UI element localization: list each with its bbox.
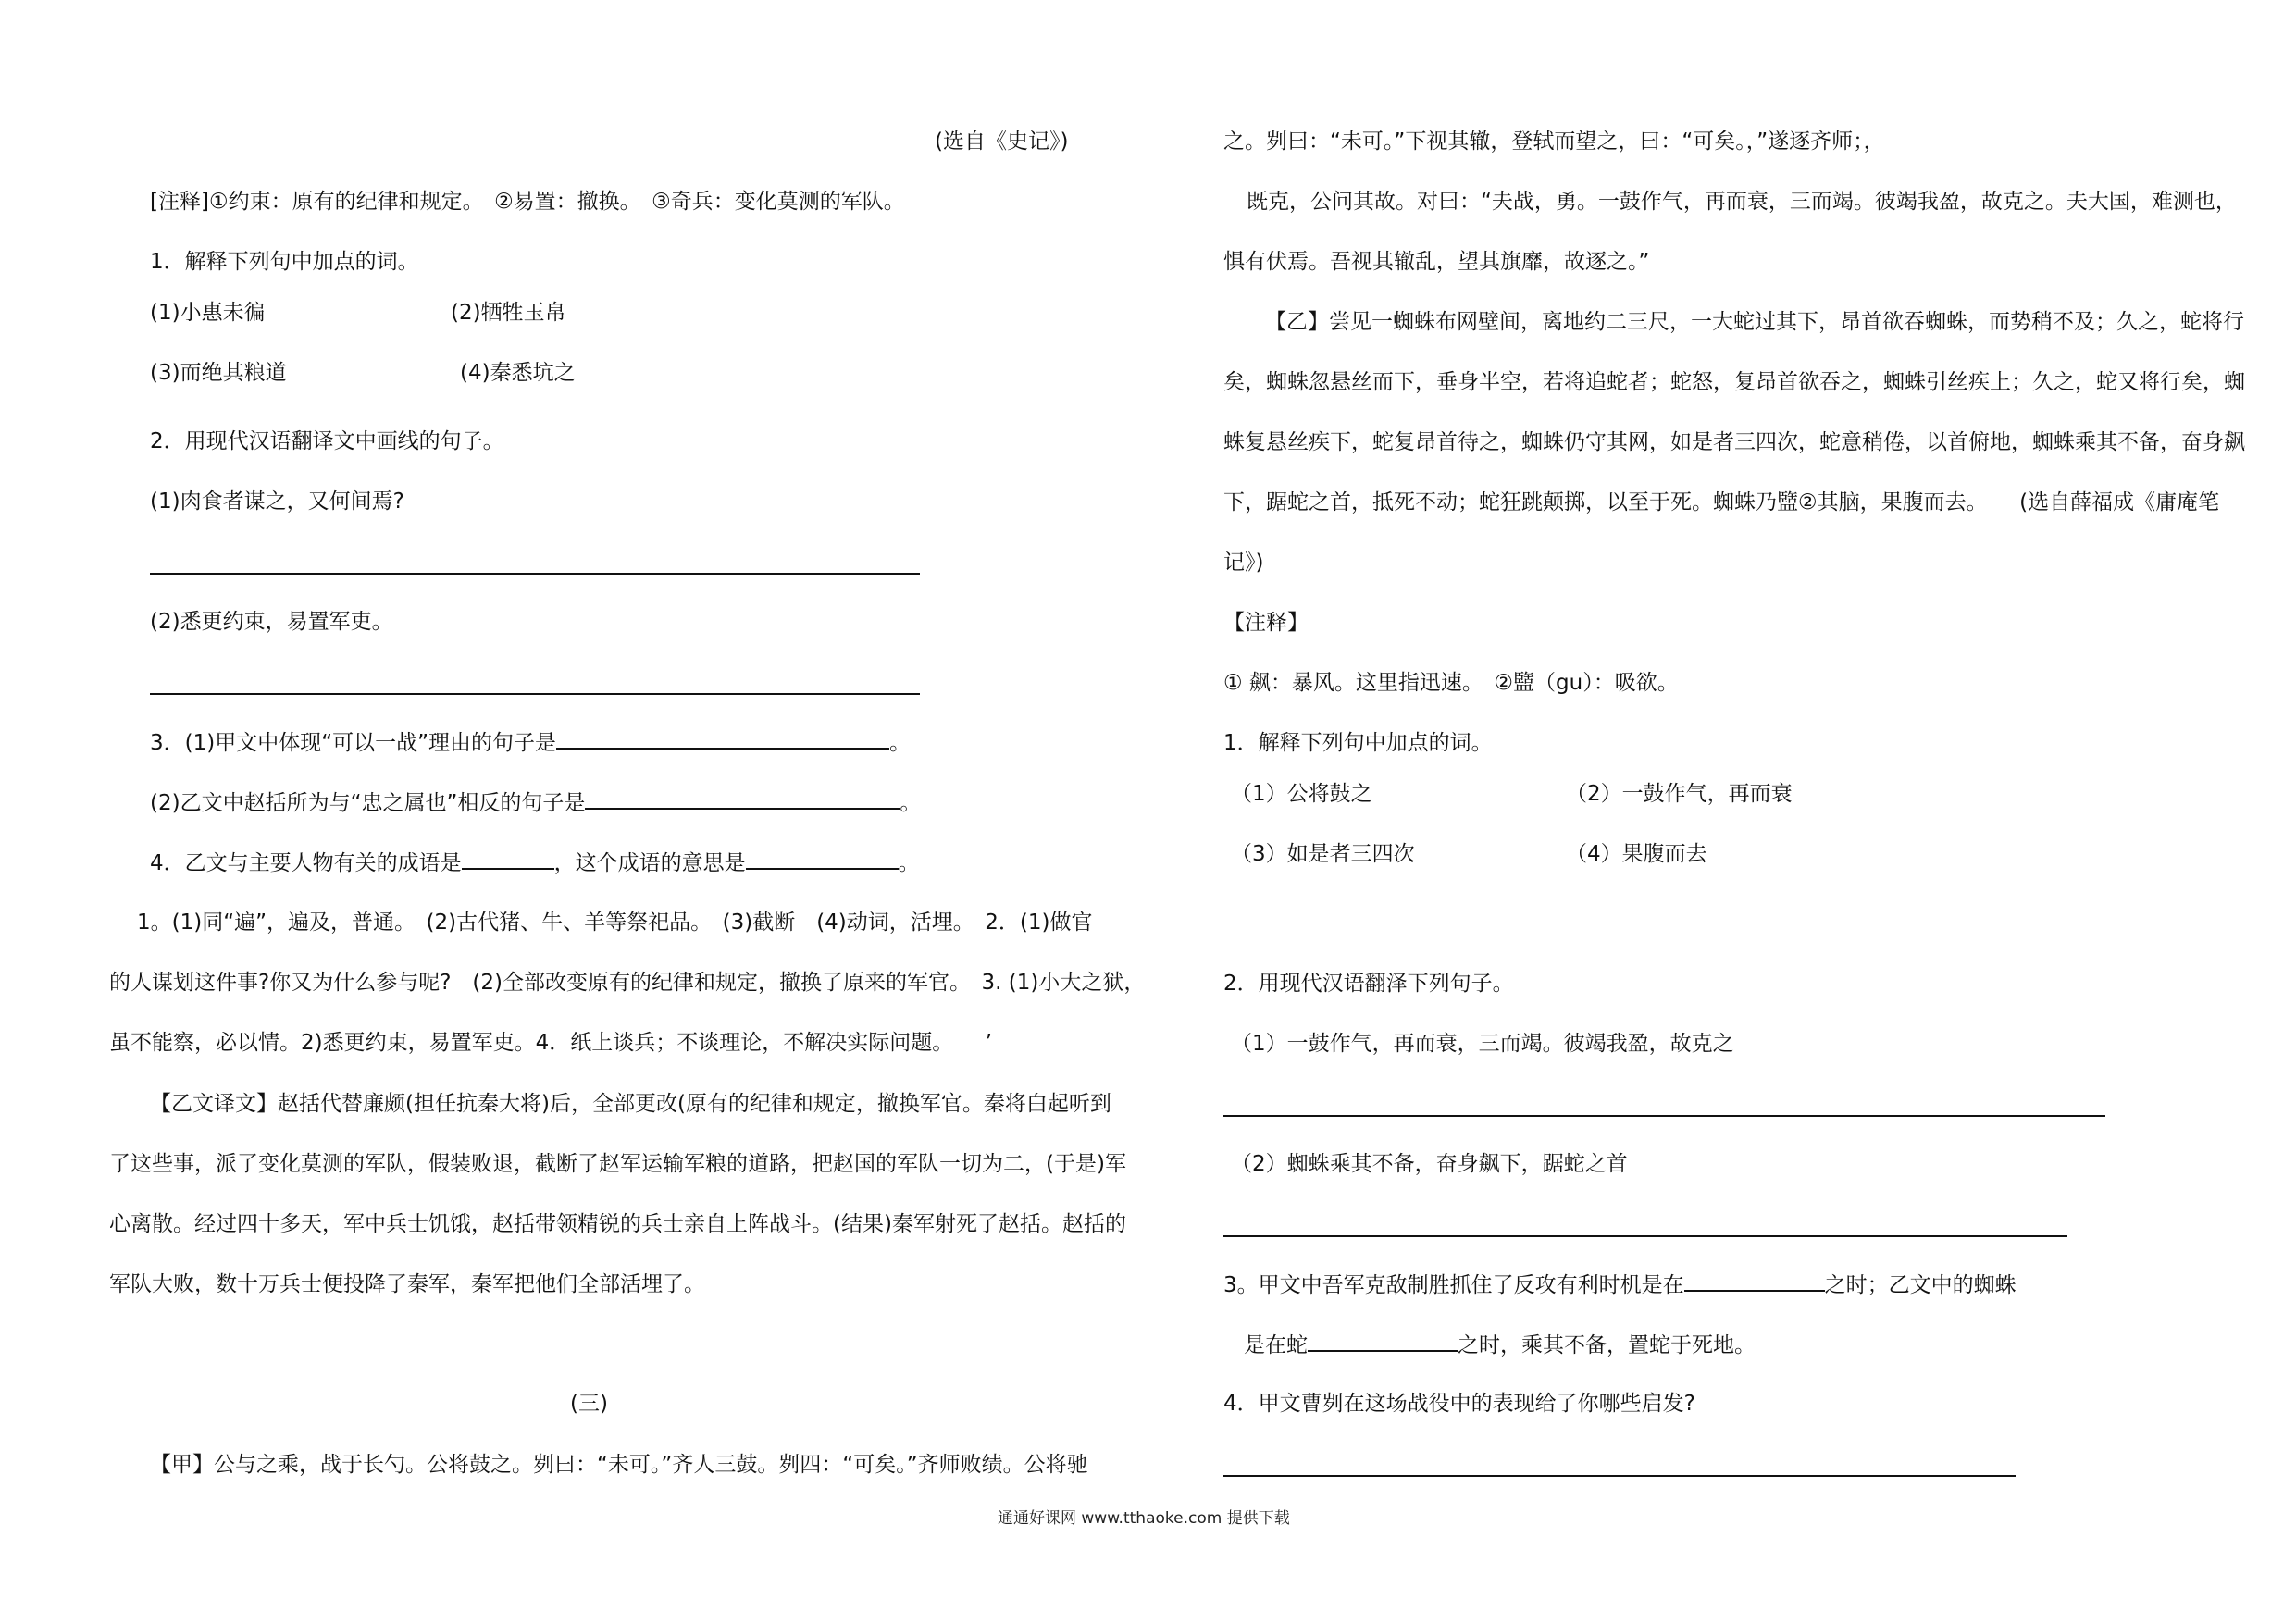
period: 。: [889, 731, 912, 755]
question-3-part-2: [150, 787, 921, 817]
passage-jia-line: 之。刿曰：“未可。”下视其辙，登轼而望之，曰：“可矣。，”遂逐齐师；，: [1223, 130, 1885, 154]
translation-line: 军队大败，数十万兵士便投降了秦军，秦军把他们全部活埋了。: [109, 1272, 705, 1296]
question-1-item-d: （4）果腹而去: [1566, 842, 1707, 866]
question-2-item-b: （2）蜘蛛乘其不备，奋身飙下，踞蛇之首: [1231, 1152, 1628, 1176]
answer-line[interactable]: [150, 693, 920, 695]
fill-blank[interactable]: [1684, 1270, 1825, 1292]
passage-yi-line: 记》): [1223, 551, 1264, 575]
fill-blank[interactable]: [585, 787, 900, 810]
fill-blank[interactable]: [462, 848, 554, 870]
question-3-text-2: 之时；乙文中的蜘蛛: [1824, 1273, 2017, 1297]
question-2-stem: 2．用现代汉语翻泽下列句子。: [1223, 972, 1514, 996]
question-4: 4．甲文曹刿在这场战役中的表现给了你哪些启发?: [1223, 1392, 1695, 1416]
passage-yi-line: 【乙】尝见一蜘蛛布网壁间，离地约二三尺，一大蛇过其下，昂首欲吞蜘蛛，而势稍不及；久之，蛇将行: [1265, 310, 2244, 334]
footer-credit: 通通好课网 www.tthaoke.com 提供下载: [998, 1509, 1290, 1528]
passage-jia-start: 【甲】公与之乘，战于长勺。公将鼓之。刿曰：“未可。”齐人三鼓。刿四：“可矣。”齐师败绩。公将驰: [150, 1453, 1088, 1477]
question-1-item-a: (1)小惠未徧: [150, 301, 266, 325]
answer-key-line: 虽不能察，必以情。2)悉更约束，易置军吏。4．纸上谈兵；不谈理论，不解决实际问题。 ’: [109, 1031, 993, 1055]
question-1-item-b: （2）一鼓作气，再而衰: [1566, 782, 1793, 806]
fill-blank[interactable]: [556, 727, 889, 750]
question-1-stem: 1．解释下列句中加点的词。: [1223, 731, 1493, 755]
answer-line[interactable]: [1223, 1475, 2016, 1477]
question-1-item-c: （3）如是者三四次: [1231, 842, 1415, 866]
source-citation: (选自《史记》): [935, 130, 1069, 154]
question-3-line-2: [1244, 1330, 1756, 1359]
passage-yi-line: 矣，蜘蛛忽悬丝而下，垂身半空，若将追蛇者；蛇怒，复昂首欲吞之，蜘蛛引丝疾上；久之，蛇又将行矣，蜘: [1223, 370, 2245, 394]
notes-line: [注释]①约束：原有的纪律和规定。 ②易置：撤换。 ③奇兵：变化莫测的军队。: [150, 190, 905, 214]
notes-line: ① 飙：暴风。这里指迅速。 ②盬（gu）：吸欲。: [1223, 671, 1679, 695]
fill-blank[interactable]: [1308, 1330, 1458, 1352]
period: 。: [900, 791, 922, 815]
answer-key-line: 1。(1)同“遍”，遍及，普通。 (2)古代猪、牛、羊等祭祀品。 (3)截断 (4)动词，活埋。 2．(1)做官: [137, 911, 1093, 935]
question-3-part-1: [150, 727, 911, 757]
answer-line[interactable]: [1223, 1115, 2105, 1117]
fill-blank[interactable]: [746, 848, 899, 870]
translation-line: 心离散。经过四十多天，军中兵士饥饿，赵括带领精锐的兵士亲自上阵战斗。(结果)秦军射死了赵括。赵括的: [109, 1212, 1126, 1236]
question-2-item-a: （1）一鼓作气，再而衰，三而竭。彼竭我盈，故克之: [1231, 1032, 1734, 1056]
question-3-text-3: 是在蛇: [1244, 1333, 1308, 1357]
question-3-text-4: 之时，乘其不备，置蛇于死地。: [1458, 1333, 1756, 1357]
passage-yi-line: 蛛复悬丝疾下，蛇复昂首待之，蜘蛛仍守其网，如是者三四次，蛇意稍倦，以首俯地，蜘蛛乘其不备，奋身飙: [1223, 430, 2245, 454]
question-3-part-1-text: 3．(1)甲文中体现“可以一战”理由的句子是: [150, 731, 557, 755]
passage-jia-line: 惧有伏焉。吾视其辙乱，望其旗靡，故逐之。”: [1223, 250, 1650, 274]
notes-title: 【注释】: [1223, 611, 1309, 635]
question-1-item-d: (4)秦悉坑之: [460, 361, 576, 385]
question-3-text-1: 3。甲文中吾军克敌制胜抓住了反攻有利时机是在: [1223, 1273, 1684, 1297]
translation-line: 了这些事，派了变化莫测的军队，假装败退，截断了赵军运输军粮的道路，把赵国的军队一切为二，(于是)军: [109, 1152, 1126, 1176]
question-1-stem: 1．解释下列句中加点的词。: [150, 250, 419, 274]
question-1-item-c: (3)而绝其粮道: [150, 361, 287, 385]
answer-key-line: 的人谋划这件事?你又为什么参与呢? (2)全部改变原有的纪律和规定，撤换了原来的军官。 3. (1)小大之狱，: [109, 971, 1146, 995]
question-3-part-2-text: (2)乙文中赵括所为与“忠之属也”相反的句子是: [150, 791, 586, 815]
answer-line[interactable]: [1223, 1235, 2067, 1237]
section-heading: (三): [570, 1392, 608, 1416]
question-3-line-1: [1223, 1270, 2017, 1299]
answer-line[interactable]: [150, 573, 920, 575]
question-2-item-a: (1)肉食者谋之，又何间焉?: [150, 489, 404, 514]
question-2-item-b: (2)悉更约束，易置军吏。: [150, 610, 393, 634]
question-4-text-2: ，这个成语的意思是: [553, 851, 746, 875]
translation-line: 【乙文译文】赵括代替廉颇(担任抗秦大将)后，全部更改(原有的纪律和规定，撤换军官。秦将白起听到: [150, 1092, 1111, 1116]
question-4: [150, 848, 920, 877]
question-4-text-1: 4．乙文与主要人物有关的成语是: [150, 851, 462, 875]
question-4-text-3: 。: [898, 851, 920, 875]
question-1-item-a: （1）公将鼓之: [1231, 782, 1372, 806]
passage-jia-line: 既克，公问其故。对曰：“夫战，勇。一鼓作气，再而衰，三而竭。彼竭我盈，故克之。夫大国，难测也，: [1247, 190, 2237, 214]
passage-yi-line: 下，踞蛇之首，抵死不动；蛇狂跳颠掷，以至于死。蜘蛛乃盬②其脑，果腹而去。 (选自薛福成《庸庵笔: [1223, 490, 2220, 514]
question-2-stem: 2．用现代汉语翻译文中画线的句子。: [150, 429, 504, 453]
question-1-item-b: (2)牺牲玉帛: [451, 301, 566, 325]
